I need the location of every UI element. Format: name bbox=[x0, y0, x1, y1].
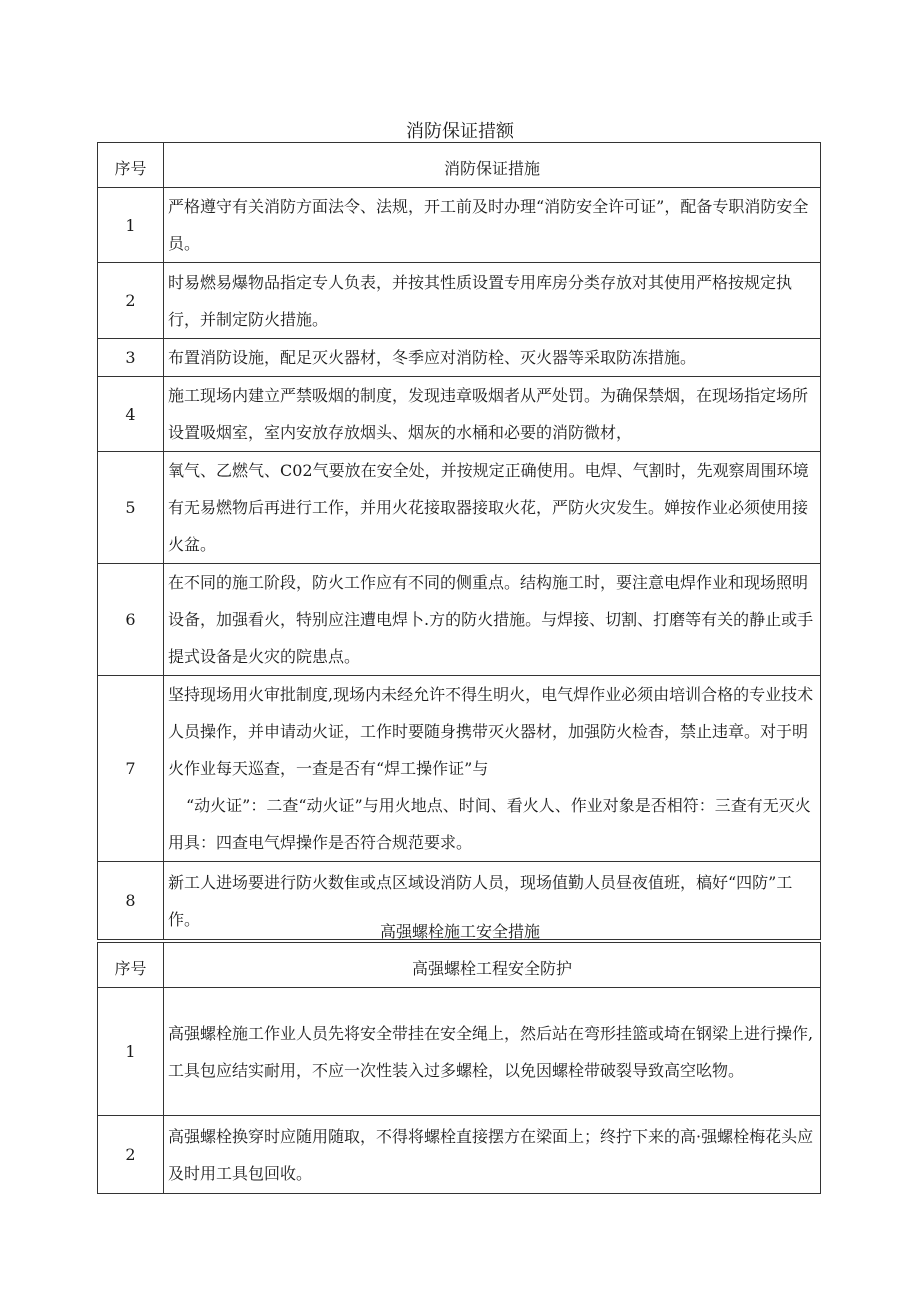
row-num: 8 bbox=[98, 862, 164, 940]
row-text: 新工人进场要进行防火数隹或点区域设消防人员，现场值勤人员昼夜值班，槁好“四防”工作。 bbox=[164, 862, 821, 940]
row-text-part1: 坚持现场用火审批制度,现场内未经允许不得生明火，电气焊作业必须由培训合格的专业技术人员操作，并申请动火证，工作时要随身携带灭火器材，加强防火检杳，禁止违章。对于明火作业每天巡查，一查是否有“焊工操作证”与 bbox=[168, 685, 814, 778]
header-num: 序号 bbox=[98, 143, 164, 188]
table-header-row bbox=[98, 143, 821, 188]
row-num: 2 bbox=[98, 263, 164, 339]
header-content: 高强螺栓工程安全防护 bbox=[164, 943, 821, 988]
row-num: 1 bbox=[98, 988, 164, 1116]
row-text: 在不同的施工阶段，防火工作应有不同的侧重点。结构施工时，要注意电焊作业和现场照明设备，加强看火，特别应注遭电焊卜.方的防火措施。与焊接、切割、打磨等有关的静止或手提式设备是火灾的院患点。 bbox=[164, 564, 821, 676]
row-text: 高强螺栓换穿时应随用随取，不得将螺栓直接摆方在梁面上；终拧下来的高·强螺栓梅花头应及时用工具包回收。 bbox=[164, 1116, 821, 1194]
table-row bbox=[98, 564, 821, 676]
bolt-safety-table bbox=[97, 942, 821, 1194]
row-num: 3 bbox=[98, 339, 164, 377]
row-text-part2: “动火证”：二查“动火证”与用火地点、时间、看火人、作业对象是否相符：三查有无灭火用具：四查电气焊操作是否符合规范要求。 bbox=[168, 796, 811, 852]
header-content: 消防保证措施 bbox=[164, 143, 821, 188]
row-num: 4 bbox=[98, 377, 164, 452]
row-text: 氧气、乙燃气、C02气要放在安全处，并按规定正确使用。电焊、气割时，先观察周围环境有无易燃物后再进行工作，并用火花接取器接取火花，严防火灾发生。婵按作业必须使用接火盆。 bbox=[164, 452, 821, 564]
section1-title: 消防保证措额 bbox=[406, 121, 514, 142]
table-row bbox=[98, 676, 821, 862]
section2-title: 高强螺栓施工安全措施 bbox=[379, 922, 540, 941]
header-num: 序号 bbox=[98, 943, 164, 988]
table-header-row bbox=[98, 943, 821, 988]
table-row bbox=[98, 377, 821, 452]
fire-protection-table bbox=[97, 142, 821, 940]
table-row bbox=[98, 988, 821, 1116]
table-row bbox=[98, 263, 821, 339]
row-text: 高强螺栓施工作业人员先将安全带挂在安全绳上，然后站在弯形挂篮或埼在钢梁上进行操作,工具包应结实耐用，不应一次性装入过多螺栓，以免因螺栓带破裂导致高空吆物。 bbox=[164, 988, 821, 1116]
row-num: 5 bbox=[98, 452, 164, 564]
row-num: 6 bbox=[98, 564, 164, 676]
row-text bbox=[164, 676, 821, 862]
table-row bbox=[98, 339, 821, 377]
row-text: 时易燃易爆物品指定专人负表，并按其性质设置专用库房分类存放对其使用严格按规定执行，并制定防火措施。 bbox=[164, 263, 821, 339]
row-num: 7 bbox=[98, 676, 164, 862]
row-text: 施工现场内建立严禁吸烟的制度，发现违章吸烟者从严处罚。为确保禁烟，在现场指定场所设置吸烟室，室内安放存放烟头、烟灰的水桶和必要的消防微材， bbox=[164, 377, 821, 452]
row-num: 1 bbox=[98, 188, 164, 263]
table-row bbox=[98, 452, 821, 564]
table-row bbox=[98, 188, 821, 263]
row-text: 布置消防设施，配足灭火器材，冬季应对消防栓、灭火器等采取防冻措施。 bbox=[164, 339, 821, 377]
row-num: 2 bbox=[98, 1116, 164, 1194]
table-row bbox=[98, 1116, 821, 1194]
row-text: 严格遵守有关消防方面法令、法规，开工前及时办理“消防安全许可证”，配备专职消防安全员。 bbox=[164, 188, 821, 263]
